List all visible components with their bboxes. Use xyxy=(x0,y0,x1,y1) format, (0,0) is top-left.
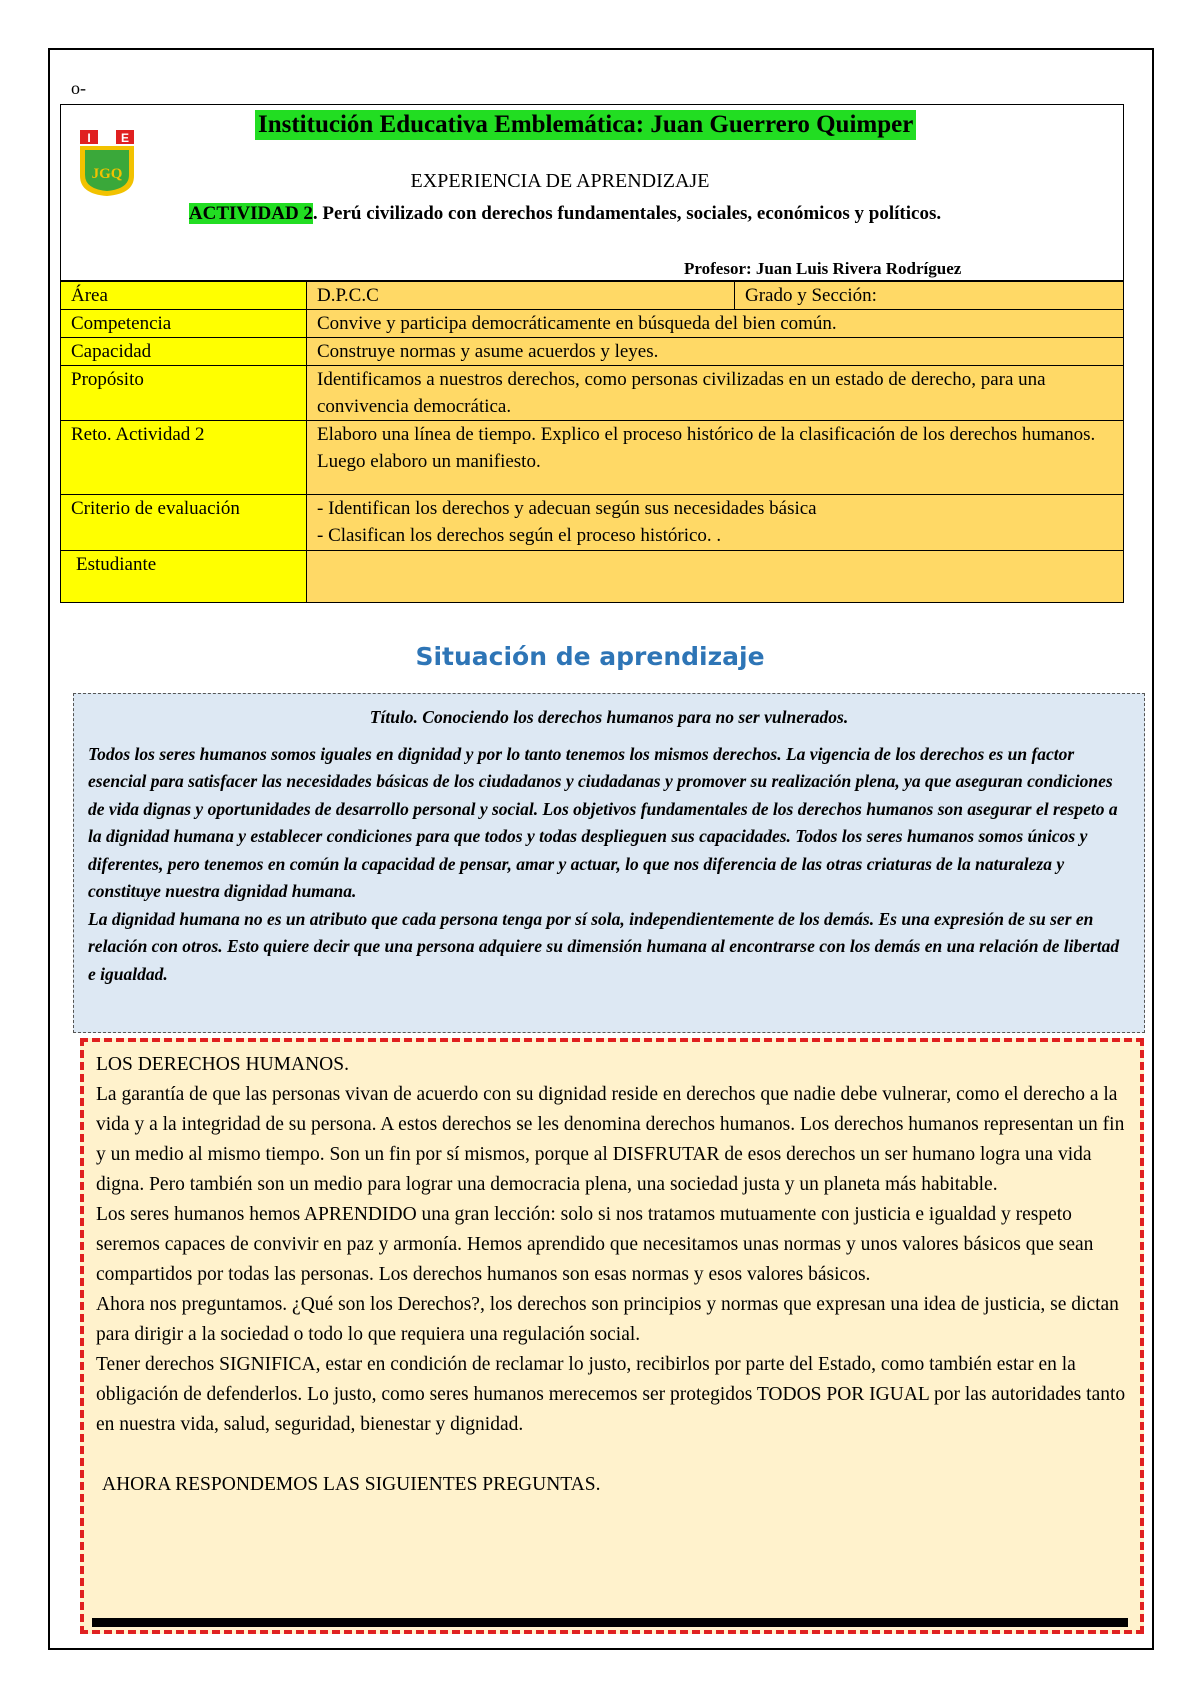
rights-heading: LOS DERECHOS HUMANOS. xyxy=(96,1054,349,1075)
institution-title: Institución Educativa Emblemática: Juan Guerrero Quimper xyxy=(255,110,916,140)
logo-white-mid xyxy=(98,130,116,144)
proposito-label: Propósito xyxy=(61,366,307,421)
rights-box xyxy=(80,1038,1144,1634)
rights-paragraph: La garantía de que las personas vivan de acuerdo con su dignidad reside en derechos que nadie debe vulnerar, como el derecho a la vida y a la integridad de su persona. A estos derechos se les denomina derechos humanos. Los derechos humanos representan un fin y un medio al mismo tiempo. Son un fin por sí mismos, porque al DISFRUTAR de esos derechos un ser humano logra una vida digna. Pero también son un medio para lograr una democracia plena, una sociedad justa y un planeta más habitable. xyxy=(96,1084,1125,1195)
table-row xyxy=(61,551,1124,603)
table-row xyxy=(61,282,1124,310)
capacidad-label: Capacidad xyxy=(61,338,307,366)
activity-label: ACTIVIDAD 2 xyxy=(188,203,313,224)
situation-paragraph: Todos los seres humanos somos iguales en dignidad y por lo tanto tenemos los mismos derechos. La vigencia de los derechos es un factor esencial para satisfacer las necesidades básicas de los ciudadanos y ciudadanas y promover su realización plena, ya que aseguran condiciones de vida dignas y oportunidades de desarrollo personal y social. Los objetivos fundamentales de los derechos humanos son asegurar el respeto a la dignidad humana y establecer condiciones para que todos y todas desplieguen sus capacidades. Todos los seres humanos somos únicos y diferentes, pero tenemos en común la capacidad de pensar, amar y actuar, lo que nos diferencia de las otras criaturas de la naturaleza y constituye nuestra dignidad humana. xyxy=(88,743,1118,901)
table-row xyxy=(61,421,1124,495)
activity-line xyxy=(0,203,1130,225)
spacer xyxy=(96,1440,1128,1470)
criterio-item: - Clasifican los derechos según el proceso histórico. . xyxy=(317,525,722,546)
logo-monogram: JGQ xyxy=(91,166,123,182)
rights-paragraph: Ahora nos preguntamos. ¿Qué son los Derechos?, los derechos son principios y normas que expresan una idea de justicia, se dictan para dirigir a la sociedad o todo lo que requiera una regulación social. xyxy=(96,1294,1119,1345)
estudiante-field[interactable] xyxy=(307,551,1124,603)
rights-paragraph: Los seres humanos hemos APRENDIDO una gran lección: solo si nos tratamos mutuamente con justicia e igualdad y respeto seremos capaces de convivir en paz y armonía. Hemos aprendido que necesitamos unas normas y unos valores básicos que sean compartidos por todas las personas. Los derechos humanos son esas normas y esos valores básicos. xyxy=(96,1204,1094,1285)
situation-paragraph: La dignidad humana no es un atributo que cada persona tenga por sí sola, independientemente de los demás. Es una expresión de su ser en relación con otros. Esto quiere decir que una persona adquiere su dimensión humana al encontrarse con los demás en una relación de libertad e igualdad. xyxy=(88,908,1120,984)
criterio-item: - Identifican los derechos y adecuan según sus necesidades básica xyxy=(317,498,817,519)
competencia-label: Competencia xyxy=(61,310,307,338)
estudiante-label: Estudiante xyxy=(61,551,307,603)
profesor-name: Profesor: Juan Luis Rivera Rodríguez xyxy=(684,259,962,278)
situation-title: Título. Conociendo los derechos humanos para no ser vulnerados. xyxy=(369,707,849,727)
table-row xyxy=(61,366,1124,421)
grade-section: Grado y Sección: xyxy=(735,282,1124,310)
situation-box xyxy=(73,693,1145,1033)
criterio-label: Criterio de evaluación xyxy=(61,495,307,551)
reto-label: Reto. Actividad 2 xyxy=(61,421,307,495)
table-row xyxy=(61,310,1124,338)
area-label: Área xyxy=(61,282,307,310)
experience-title: EXPERIENCIA DE APRENDIZAJE xyxy=(410,170,710,192)
answer-prompt: AHORA RESPONDEMOS LAS SIGUIENTES PREGUNTAS. xyxy=(102,1474,601,1495)
competencia-value: Convive y participa democráticamente en búsqueda del bien común. xyxy=(307,310,1124,338)
info-table xyxy=(60,281,1124,603)
activity-text: . Perú civilizado con derechos fundamentales, sociales, económicos y políticos. xyxy=(312,203,942,224)
corner-mark: o- xyxy=(71,78,86,98)
section-heading: Situación de aprendizaje xyxy=(415,642,765,671)
logo-text-e: E xyxy=(120,131,130,145)
logo-text-i: I xyxy=(87,131,91,145)
table-row xyxy=(61,495,1124,551)
criterio-value xyxy=(307,495,1124,551)
rights-paragraph: Tener derechos SIGNIFICA, estar en condición de reclamar lo justo, recibirlos por parte del Estado, como también estar en la obligación de defenderlos. Lo justo, como seres humanos merecemos ser protegidos TODOS POR IGUAL por las autoridades tanto en nuestra vida, salud, seguridad, bienestar y dignidad. xyxy=(96,1354,1126,1435)
capacidad-value: Construye normas y asume acuerdos y leyes. xyxy=(307,338,1124,366)
table-row xyxy=(61,338,1124,366)
proposito-value: Identificamos a nuestros derechos, como personas civilizadas en un estado de derecho, para una convivencia democrática. xyxy=(307,366,1124,421)
bottom-rule xyxy=(92,1618,1128,1627)
area-value: D.P.C.C xyxy=(307,282,735,310)
reto-value: Elaboro una línea de tiempo. Explico el proceso histórico de la clasificación de los derechos humanos. Luego elaboro un manifiesto. xyxy=(307,421,1124,495)
